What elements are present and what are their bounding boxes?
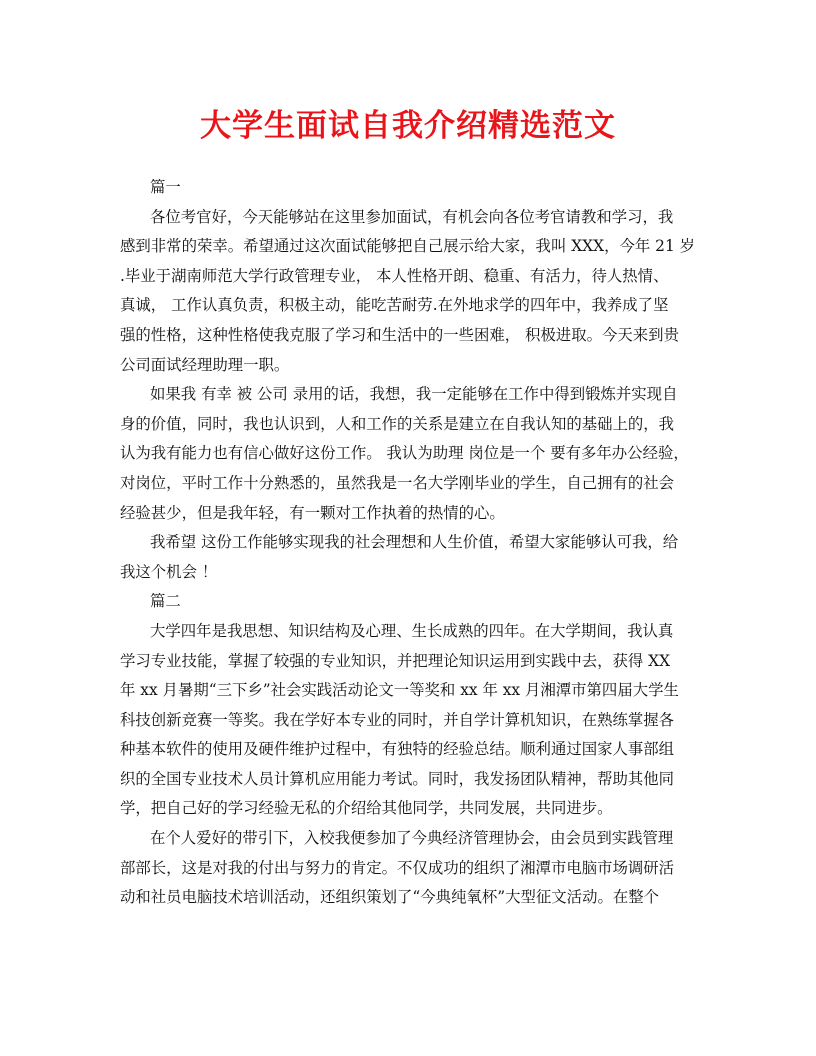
text-line: 如果我 有幸 被 公司 录用的话，我想，我一定能够在工作中得到锻炼并实现自 [150,385,678,404]
text-line: .毕业于湖南师范大学行政管理专业， 本人性格开朗、稳重、有活力，待人热情、 [120,266,669,285]
text-line: 篇二 [150,592,181,611]
text-line: 经验甚少，但是我年轻，有一颗对工作执着的热情的心。 [120,503,505,522]
text-line: 大学四年是我思想、知识结构及心理、生长成熟的四年。在大学期间，我认真 [150,621,674,640]
text-line: 强的性格，这种性格使我克服了学习和生活中的一些困难， 积极进取。今天来到贵 [120,325,679,344]
text-line: 真诚， 工作认真负责，积极主动，能吃苦耐劳.在外地求学的四年中，我养成了坚 [120,296,669,315]
text-line: 科技创新竞赛一等奖。我在学好本专业的同时，并自学计算机知识，在熟练掌握各 [120,710,675,729]
text-line: 各位考官好，今天能够站在这里参加面试，有机会向各位考官请教和学习，我 [150,207,674,226]
document-title: 大学生面试自我介绍精选范文 [200,108,616,144]
text-line: 织的全国专业技术人员计算机应用能力考试。同时，我发扬团队精神，帮助其他同 [120,769,675,788]
text-line: 部部长，这是对我的付出与努力的肯定。不仅成功的组织了湘潭市电脑市场调研活 [120,858,675,877]
text-line: 学习专业技能，掌握了较强的专业知识，并把理论知识运用到实践中去，获得 XX [120,651,671,670]
text-line: 年 xx 月暑期“三下乡”社会实践活动论文一等奖和 xx 年 xx 月湘潭市第四届大学生 [120,681,679,700]
text-line: 感到非常的荣幸。希望通过这次面试能够把自己展示给大家，我叫 XXX，今年 21 岁 [120,237,696,256]
text-line: 在个人爱好的带引下，入校我便参加了今典经济管理协会，由会员到实践管理 [150,829,674,848]
document-body [120,173,700,913]
text-line: 公司面试经理助理一职。 [120,355,290,374]
text-line: 学，把自己好的学习经验无私的介绍给其他同学，共同发展，共同进步。 [120,799,613,818]
text-line: 对岗位，平时工作十分熟悉的，虽然我是一名大学刚毕业的学生，自己拥有的社会 [120,473,675,492]
text-line: 我希望 这份工作能够实现我的社会理想和人生价值，希望大家能够认可我，给 [150,533,679,552]
text-line: 种基本软件的使用及硬件维护过程中，有独特的经验总结。顺利通过国家人事部组 [120,740,675,759]
text-line: 我这个机会 ！ [120,562,218,581]
text-line: 动和社员电脑技术培训活动，还组织策划了“今典纯氧杯”大型征文活动。在整个 [120,888,660,907]
text-line: 篇一 [150,178,181,196]
text-line: 身的价值，同时，我也认识到，人和工作的关系是建立在自我认知的基础上的，我 [120,414,675,433]
text-line: 认为我有能力也有信心做好这份工作。 我认为助理 岗位是一个 要有多年办公经验， [120,444,689,463]
